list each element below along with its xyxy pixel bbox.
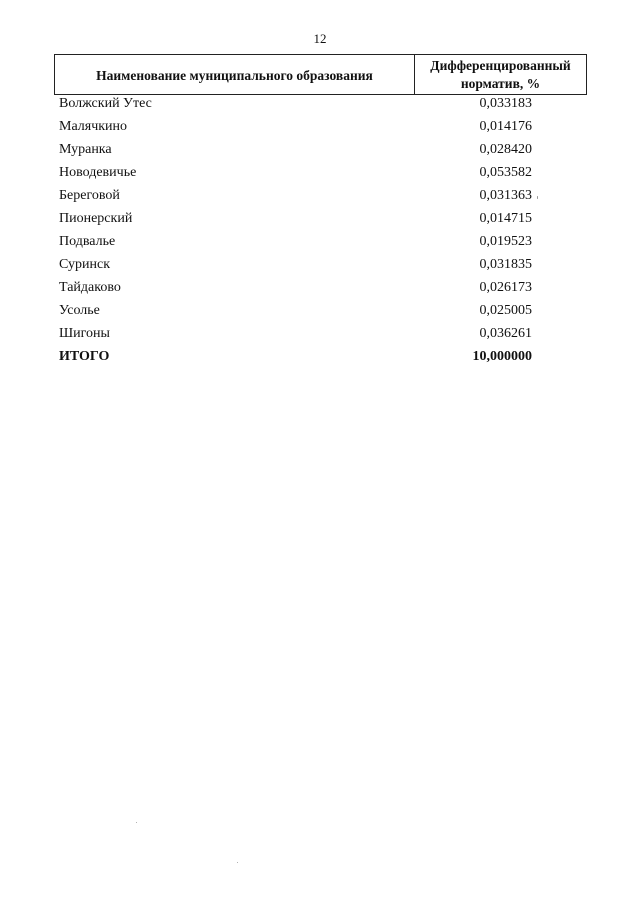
row-value: 0,019523 (479, 234, 532, 249)
row-name: Пионерский (59, 211, 133, 226)
row-value: 0,014715 (479, 211, 532, 226)
row-value: 0,028420 (479, 142, 532, 157)
page-number: 12 (313, 31, 327, 46)
row-value: 0,053582 (479, 165, 532, 180)
row-name: Малячкино (59, 119, 128, 134)
table-row (54, 94, 587, 117)
table-row (54, 186, 587, 209)
row-value: 0,014176 (479, 119, 532, 134)
table-row (54, 301, 587, 324)
row-name: Суринск (59, 257, 110, 272)
table-row (54, 278, 587, 301)
column-header-value: Дифференцированный норматив, % (430, 57, 571, 91)
row-name: Волжский Утес (59, 96, 152, 111)
row-value: 0,031363 (479, 188, 532, 203)
table-row (54, 117, 587, 140)
row-value: 0,036261 (479, 326, 532, 341)
table-row (54, 140, 587, 163)
row-value: 0,025005 (479, 303, 532, 318)
column-header-name: Наименование муниципального образования (55, 55, 415, 94)
scan-speck (237, 862, 238, 863)
row-value: 0,033183 (479, 96, 532, 111)
table-row (54, 324, 587, 347)
row-name: Муранка (59, 142, 112, 157)
row-name: Тайдаково (59, 280, 121, 295)
table-row (54, 209, 587, 232)
table-row (54, 163, 587, 186)
total-value: 10,000000 (472, 349, 532, 364)
table-body (54, 94, 587, 370)
row-name: Усолье (59, 303, 100, 318)
total-row (54, 347, 587, 370)
table-row (54, 255, 587, 278)
row-value: 0,026173 (479, 280, 532, 295)
table-row (54, 232, 587, 255)
total-label: ИТОГО (59, 349, 110, 364)
row-value: 0,031835 (479, 257, 532, 272)
table-header (54, 54, 587, 95)
row-name: Шигоны (59, 326, 110, 341)
scan-speck (537, 196, 538, 199)
row-name: Береговой (59, 188, 120, 203)
row-name: Подвалье (59, 234, 116, 249)
scan-speck (136, 822, 137, 823)
row-name: Новодевичье (59, 165, 137, 180)
